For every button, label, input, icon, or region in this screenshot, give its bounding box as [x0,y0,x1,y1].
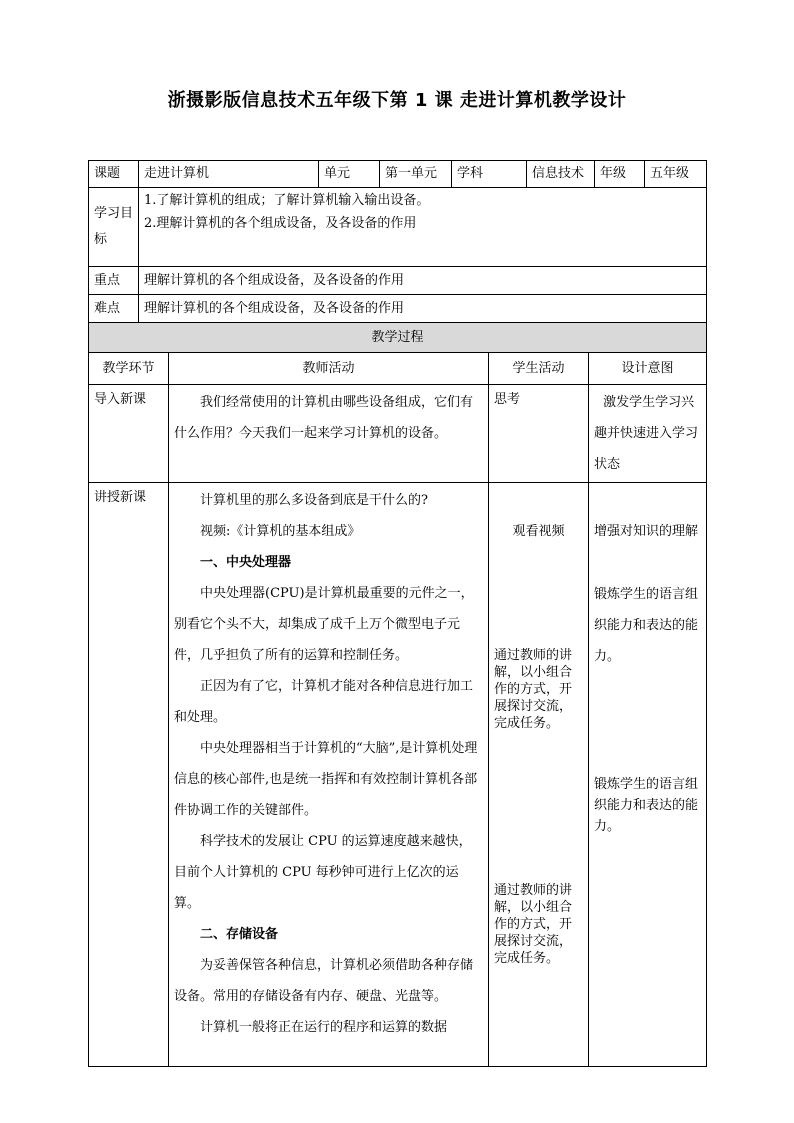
header-stage: 教学环节 [89,353,169,385]
grade-label: 年级 [595,161,645,188]
student-activity: 通过教师的讲解，以小组合作的方式，开展探讨交流，完成任务。 [494,648,573,731]
grade-value: 五年级 [645,161,707,188]
intro-intent-text: 激发学生学习兴趣并快速进入学习状态 [594,395,699,472]
unit-label: 单元 [319,161,380,188]
lesson-intent [589,483,707,1067]
difficulty-label: 难点 [89,295,139,323]
difficulty-row [89,295,707,323]
teaching-process-table [88,322,707,1067]
intro-intent [589,385,707,483]
key-point-label: 重点 [89,267,139,295]
header-intent: 设计意图 [589,353,707,385]
teacher-paragraph: 计算机里的那么多设备到底是干什么的? [200,493,428,508]
section-heading: 二、存储设备 [200,927,279,942]
teacher-paragraph: 中央处理器(CPU)是计算机最重要的元件之一，别看它个头不大，却集成了成千上万个微型电子元件，几乎担负了所有的运算和控制任务。 [174,586,474,663]
design-intent: 锻炼学生的语言组织能力和表达的能力。 [594,587,699,664]
design-intent: 增强对知识的理解 [594,524,699,539]
intro-teacher [169,385,489,483]
difficulty-value: 理解计算机的各个组成设备，及各设备的作用 [139,295,707,323]
teacher-paragraph: 科学技术的发展让 CPU 的运算速度越来越快，目前个人计算机的 CPU 每秒钟可进行上亿次的运算。 [174,834,472,911]
section-heading: 一、中央处理器 [200,555,292,570]
intro-stage: 导入新课 [89,385,169,483]
topic-label: 课题 [89,161,139,188]
student-activity: 通过教师的讲解，以小组合作的方式，开展探讨交流，完成任务。 [494,883,573,966]
lesson-teacher [169,483,489,1067]
unit-value: 第一单元 [380,161,452,188]
objectives-label: 学习目标 [89,188,139,267]
lesson-stage: 讲授新课 [89,483,169,1067]
objectives-row [89,188,707,267]
lesson-student [489,483,589,1067]
student-activity: 观看视频 [512,524,565,539]
teacher-paragraph: 视频:《计算机的基本组成》 [200,524,361,539]
teacher-paragraph: 计算机一般将正在运行的程序和运算的数据 [200,1020,448,1035]
objective-item: 2.理解计算机的各个组成设备，及各设备的作用 [144,215,417,231]
teacher-paragraph: 中央处理器相当于计算机的“大脑”,是计算机处理信息的核心部件,也是统一指挥和有效控制计算机各部件协调工作的关键部件。 [174,741,478,818]
subject-label: 学科 [452,161,527,188]
key-point-value: 理解计算机的各个组成设备，及各设备的作用 [139,267,707,295]
objective-item: 1.了解计算机的组成；了解计算机输入输出设备。 [144,193,430,208]
info-row [89,161,707,188]
lesson-info-table [88,160,707,323]
intro-row [89,385,707,483]
design-intent: 锻炼学生的语言组织能力和表达的能力。 [594,777,699,834]
teacher-paragraph: 正因为有了它，计算机才能对各种信息进行加工和处理。 [174,679,474,725]
process-header-row [89,353,707,385]
header-teacher: 教师活动 [169,353,489,385]
subject-value: 信息技术 [527,161,595,188]
key-point-row [89,267,707,295]
topic-value: 走进计算机 [139,161,319,188]
objectives-content [139,188,707,267]
intro-student: 思考 [489,385,589,483]
lesson-row [89,483,707,1067]
intro-teacher-text: 我们经常使用的计算机由哪些设备组成，它们有什么作用？今天我们一起来学习计算机的设备。 [174,395,474,441]
process-title: 教学过程 [89,323,707,353]
document-title: 浙摄影版信息技术五年级下第 1 课 走进计算机教学设计 [167,90,627,111]
header-student: 学生活动 [489,353,589,385]
teacher-paragraph: 为妥善保管各种信息，计算机必须借助各种存储设备。常用的存储设备有内存、硬盘、光盘等。 [174,958,474,1004]
process-title-row [89,323,707,353]
